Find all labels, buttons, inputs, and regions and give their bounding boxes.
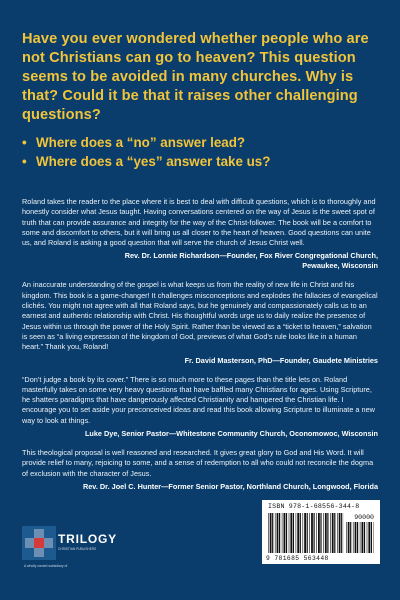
question-list (22, 133, 378, 171)
endorsement-attribution: Rev. Dr. Lonnie Richardson—Founder, Fox River Congregational Church, Pewaukee, Wisconsin (124, 251, 378, 271)
endorsement-attribution: Rev. Dr. Joel C. Hunter—Former Senior Pastor, Northland Church, Longwood, Florida (82, 481, 378, 491)
bullet-icon: • (22, 135, 27, 150)
endorsement (22, 280, 378, 365)
publisher-name: TRILOGY (58, 532, 117, 546)
endorsement-text: Roland takes the reader to the place where it is best to deal with difficult questions, which is to thoroughly and honestly consider what Jesus taught. Having conversations centered on the way of Jesus is the sweet spot of truth that can provide assurance and integrity for the way of the Christ-follower. The book will be a comfort to some and discomfort to others, but it will bring us all closer to the heart of heaven. Good questions can unite us, and Roland is asking a good question that will serve the church of Jesus Christ well. (22, 197, 376, 248)
trilogy-cross-icon (22, 526, 56, 560)
endorsement (22, 448, 378, 492)
endorsement-text: “Don’t judge a book by its cover.” There is so much more to these pages than the title lets on. Roland masterfully takes on some very heavy questions that have baffled many Christians for ages. Using Scripture, he shatters paradigms that have dangerously affected Christianity and hampered the Christian life. I encourage you to set aside your preconceived ideas and read this book allowing Scripture to illuminate a new way to look at things. (22, 374, 375, 425)
endorsement (22, 375, 378, 439)
price-code: 90000 (354, 514, 374, 521)
bullet-icon: • (22, 154, 27, 169)
addon-barcode-icon (346, 522, 374, 553)
publisher-tagline: CHRISTIAN PUBLISHERS (58, 547, 97, 551)
isbn-barcode (262, 500, 380, 564)
publisher-subline: A wholly owned subsidiary of (24, 564, 68, 568)
publisher-logo (20, 524, 116, 572)
endorsement (22, 197, 378, 271)
ean-digits: 9 781685 563448 (266, 555, 329, 562)
barcode-icon (268, 513, 344, 553)
headline: Have you ever wondered whether people who are not Christians can go to heaven? This question seems to be avoided in many churches. Why is that? Could it be that it raises other challenging questions? (22, 31, 369, 123)
endorsement-attribution: Luke Dye, Senior Pastor—Whitestone Community Church, Oconomowoc, Wisconsin (84, 429, 378, 439)
endorsement-attribution: Fr. David Masterson, PhD—Founder, Gaudete Ministries (184, 355, 378, 365)
endorsement-text: An inaccurate understanding of the gospel is what keeps us from the reality of new life in Christ and his kingdom. This book is a game-changer! It challenges misconceptions and explodes the fallacies of evangelical clichés. You might not agree with all that Roland says, but he genuinely and compassionately calls us to an earnest and authentic relationship with Christ. His thoughtful words urge us to daily realize the presence of Jesus within us through the power of the Holy Spirit. Rather than be viewed as a “ticket to heaven,” salvation is seen as “a living expression of the kingdom of God, previews of what God’s rule looks like in a human heart.” Thank you, Roland! (22, 280, 378, 352)
endorsement-text: This theological proposal is well reasoned and researched. It gives great glory to God and His Word. It will provide relief to many, rejoicing to some, and a sense of redemption to all who could not reconcile the dogma of exclusion with the character of Jesus. (22, 448, 374, 478)
bullet-item: • Where does a “yes” answer take us? (22, 154, 271, 169)
isbn-number: ISBN 978-1-68556-344-8 (268, 503, 360, 510)
bullet-item: • Where does a “no” answer lead? (22, 135, 246, 150)
